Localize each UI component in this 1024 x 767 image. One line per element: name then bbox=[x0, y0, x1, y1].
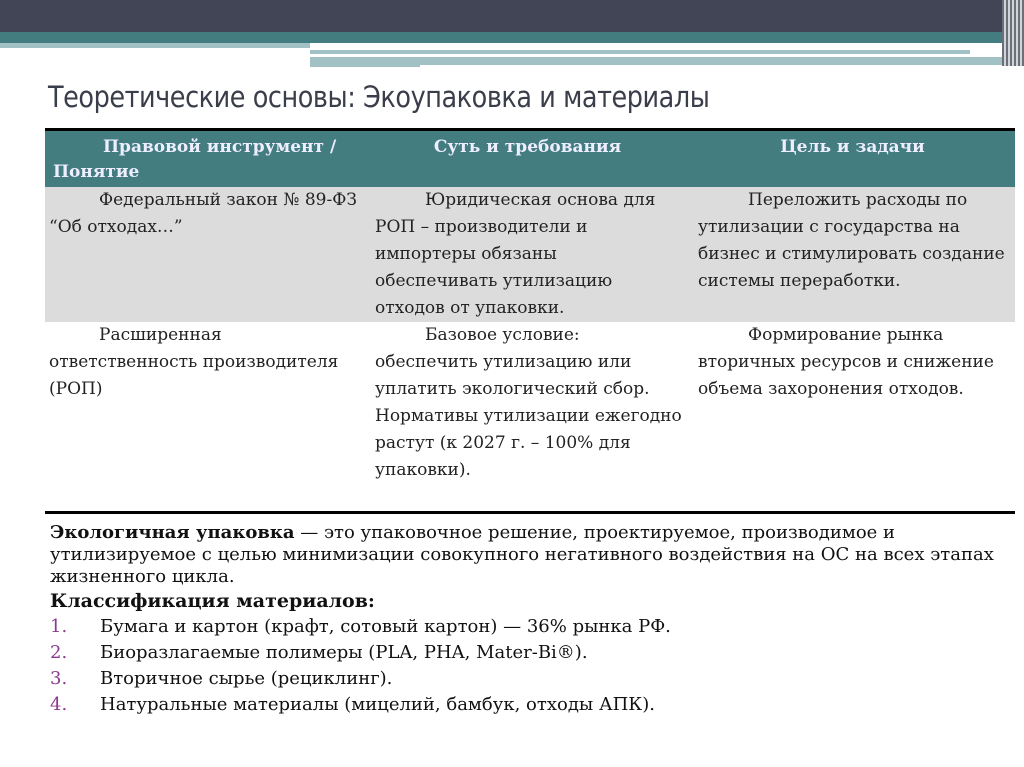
body-text bbox=[50, 522, 1024, 718]
column-header: Цель и задачи bbox=[690, 130, 1015, 187]
classification-heading: Классификация материалов: bbox=[50, 590, 375, 612]
list-text: Натуральные материалы (мицелий, бамбук, отходы АПК). bbox=[100, 694, 655, 715]
slide-title: Теоретические основы: Экоупаковка и материалы bbox=[48, 80, 710, 114]
decor-line bbox=[310, 50, 970, 54]
table-header-row bbox=[45, 130, 1015, 187]
list-item bbox=[50, 640, 1024, 666]
list-number: 1. bbox=[50, 616, 68, 637]
column-header: Суть и требования bbox=[365, 130, 690, 187]
table-cell: Юридическая основа для РОП – производители и импортеры обязаны обеспечивать утилизацию отходов от упаковки. bbox=[365, 187, 690, 322]
list-number: 4. bbox=[50, 694, 68, 715]
list-text: Биоразлагаемые полимеры (PLA, PHA, Mater-Bi®). bbox=[100, 642, 588, 663]
table-cell: Базовое условие: обеспечить утилизацию или уплатить экологический сбор. Нормативы утилизации ежегодно растут (к 2027 г. – 100% для упаковки). bbox=[375, 324, 682, 480]
list-number: 2. bbox=[50, 642, 68, 663]
table-cell: Расширенная ответственность производителя (РОП) bbox=[49, 324, 339, 399]
table-row bbox=[45, 187, 1015, 322]
decor-line bbox=[420, 57, 1020, 65]
definition bbox=[50, 522, 1024, 588]
list-number: 3. bbox=[50, 668, 68, 689]
table-cell: Федеральный закон № 89-ФЗ “Об отходах…” bbox=[45, 187, 365, 322]
column-header: Правовой инструмент / Понятие bbox=[45, 130, 365, 187]
definition-text: — это упаковочное решение, проектируемое, производимое и утилизируемое с целью минимизации совокупного негативного воздействия на ОС на всех этапах жизненного цикла. bbox=[50, 522, 994, 587]
list-item bbox=[50, 692, 1024, 718]
header-accent-bar bbox=[0, 32, 1024, 43]
list-text: Бумага и картон (крафт, сотовый картон) — 36% рынка РФ. bbox=[100, 616, 671, 637]
materials-list bbox=[50, 614, 1024, 718]
decor-line bbox=[0, 43, 310, 48]
decor-line bbox=[310, 57, 420, 67]
table-cell: Формирование рынка вторичных ресурсов и снижение объема захоронения отходов. bbox=[698, 324, 994, 399]
decor-stripes bbox=[1002, 0, 1024, 66]
list-item bbox=[50, 666, 1024, 692]
table-row bbox=[45, 322, 1015, 513]
legal-table bbox=[45, 128, 1015, 514]
list-text: Вторичное сырье (рециклинг). bbox=[100, 668, 393, 689]
header-bar bbox=[0, 0, 1024, 32]
list-item bbox=[50, 614, 1024, 640]
definition-term: Экологичная упаковка bbox=[50, 522, 295, 543]
table-cell: Переложить расходы по утилизации с государства на бизнес и стимулировать создание системы переработки. bbox=[690, 187, 1015, 322]
